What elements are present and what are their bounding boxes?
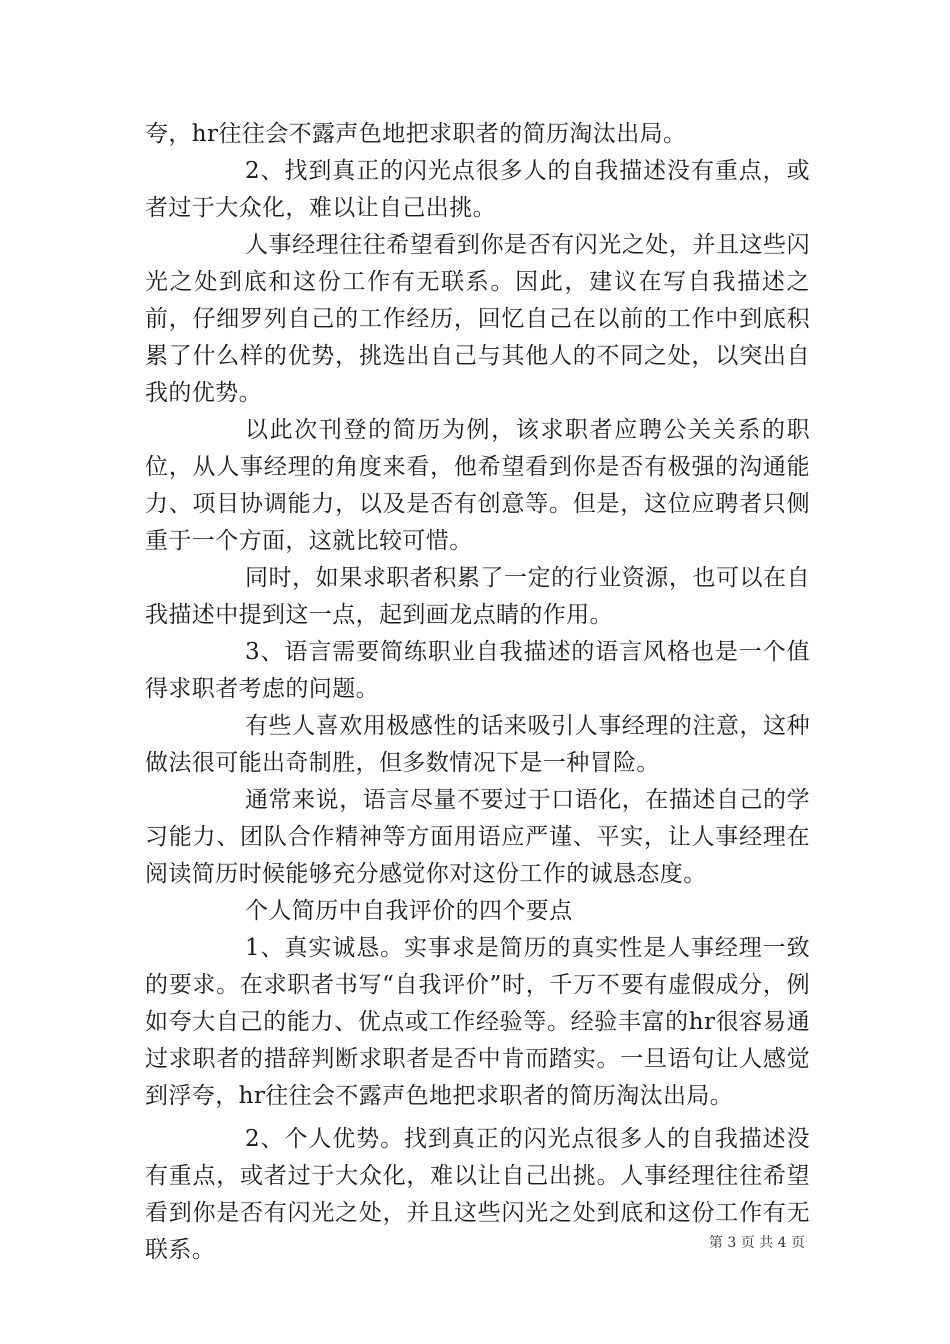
paragraph: 2、个人优势。找到真正的闪光点很多人的自我描述没有重点，或者过于大众化，难以让自己出挑。人事经理往往希望看到你是否有闪光之处，并且这些闪光之处到底和这份工作有无联系。	[145, 1126, 810, 1263]
paragraph: 2、找到真正的闪光点很多人的自我描述没有重点，或者过于大众化，难以让自己出挑。	[145, 158, 810, 221]
paragraph: 有些人喜欢用极感性的话来吸引人事经理的注意，这种做法很可能出奇制胜，但多数情况下是一种冒险。	[145, 713, 810, 776]
paragraph: 通常来说，语言尽量不要过于口语化，在描述自己的学习能力、团队合作精神等方面用语应严谨、平实，让人事经理在阅读简历时候能够充分感觉你对这份工作的诚恳态度。	[145, 787, 810, 887]
paragraph: 3、语言需要简练职业自我描述的语言风格也是一个值得求职者考虑的问题。	[145, 639, 810, 702]
document-body	[145, 116, 810, 1269]
paragraph: 1、真实诚恳。实事求是简历的真实性是人事经理一致的要求。在求职者书写“自我评价”时，千万不要有虚假成分，例如夸大自己的能力、优点或工作经验等。经验丰富的hr很容易通过求职者的措辞判断求职者是否中肯而踏实。一旦语句让人感觉到浮夸，hr往往会不露声色地把求职者的简历淘汰出局。	[145, 935, 810, 1109]
paragraph: 夸，hr往往会不露声色地把求职者的简历淘汰出局。	[145, 121, 687, 147]
page-footer	[0, 1232, 950, 1252]
paragraph: 以此次刊登的简历为例，该求职者应聘公关关系的职位，从人事经理的角度来看，他希望看到你是否有极强的沟通能力、项目协调能力，以及是否有创意等。但是，这位应聘者只侧重于一个方面，这就比较可惜。	[145, 417, 810, 554]
paragraph: 同时，如果求职者积累了一定的行业资源，也可以在自我描述中提到这一点，起到画龙点睛的作用。	[145, 565, 810, 628]
paragraph: 人事经理往往希望看到你是否有闪光之处，并且这些闪光之处到底和这份工作有无联系。因此，建议在写自我描述之前，仔细罗列自己的工作经历，回忆自己在以前的工作中到底积累了什么样的优势，挑选出自己与其他人的不同之处，以突出自我的优势。	[145, 232, 810, 406]
page-number: 第 3 页 共 4 页	[708, 1235, 805, 1251]
section-heading: 个人简历中自我评价的四个要点	[245, 898, 573, 924]
